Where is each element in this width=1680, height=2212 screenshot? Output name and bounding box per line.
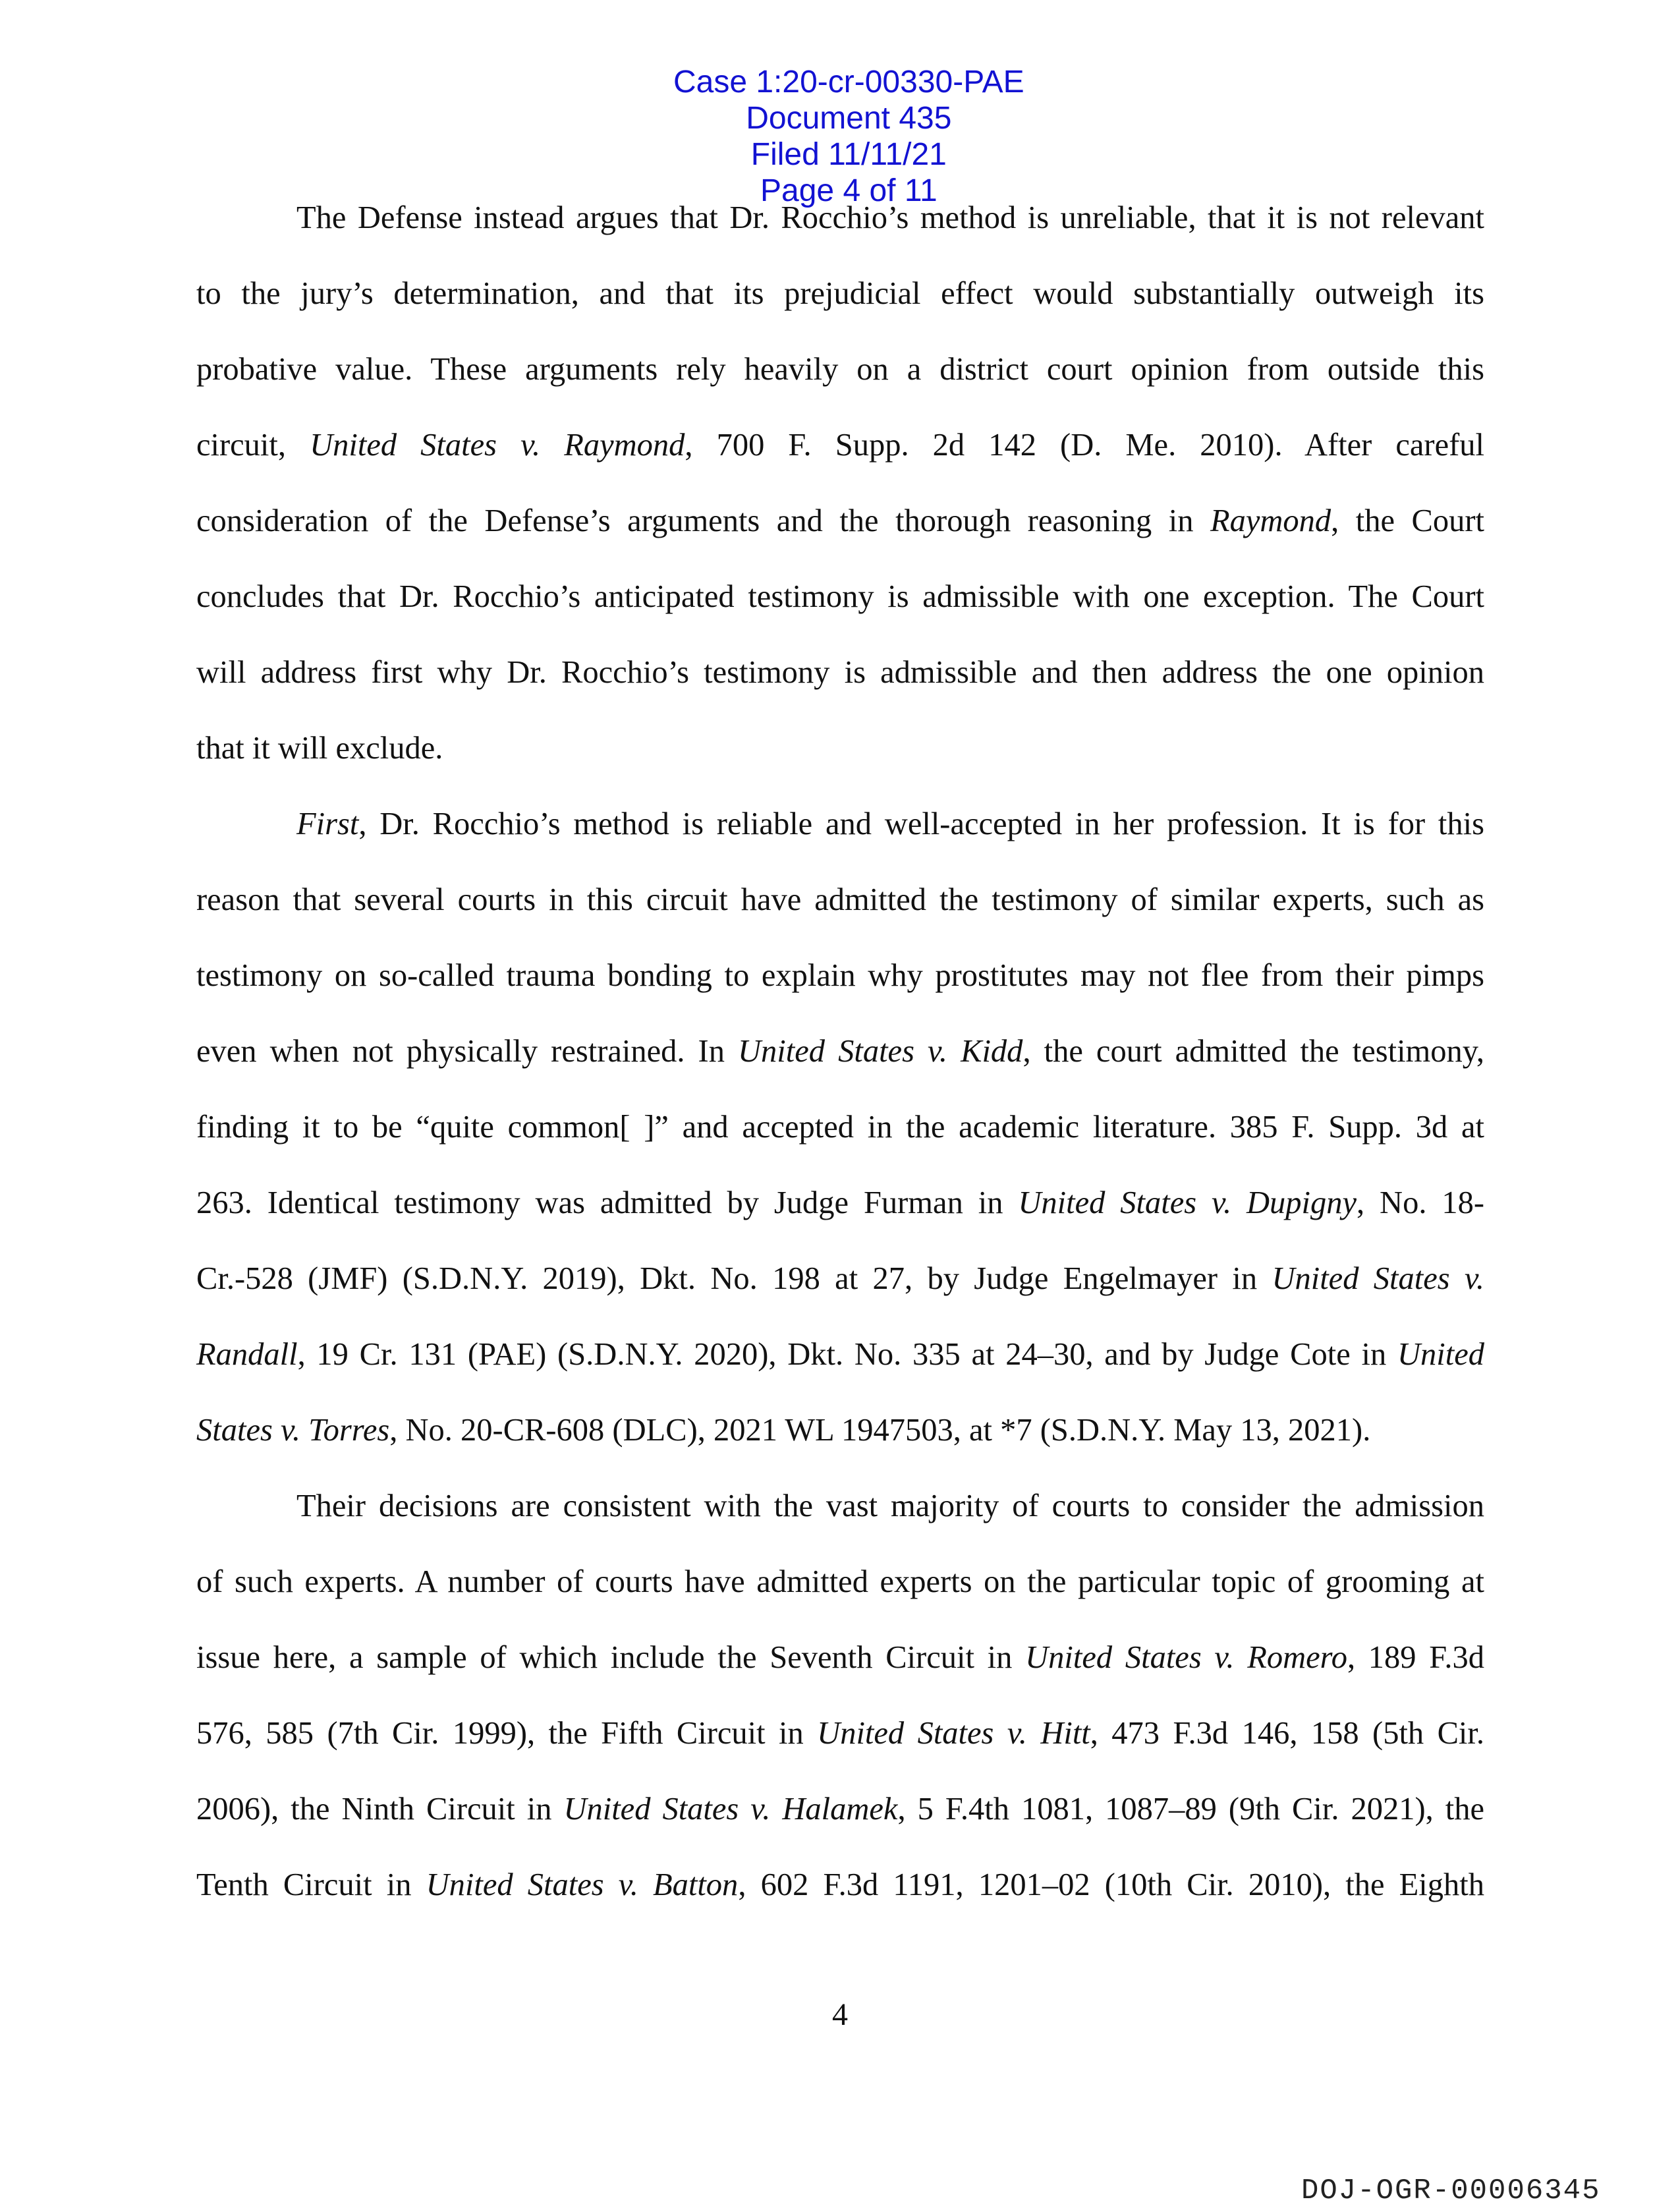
text-line	[196, 1559, 1484, 1635]
text-run: Their decisions are consistent with the vast majority of courts to consider the admission	[296, 1489, 1484, 1523]
text-line	[196, 877, 1484, 953]
text-line	[196, 1407, 1484, 1483]
case-citation: United States v. Batton	[426, 1867, 739, 1902]
text-line	[196, 1635, 1484, 1711]
paragraph	[196, 801, 1484, 1483]
text-line	[196, 1104, 1484, 1180]
case-citation: Randall	[196, 1337, 298, 1372]
text-line	[196, 953, 1484, 1029]
text-run: Tenth Circuit in	[196, 1867, 426, 1902]
text-line	[196, 271, 1484, 347]
text-line	[196, 422, 1484, 498]
text-line	[196, 725, 1484, 801]
text-line	[196, 1786, 1484, 1862]
text-run: that it will exclude.	[196, 731, 443, 766]
case-citation: United States v. Dupigny	[1018, 1185, 1357, 1220]
text-line	[196, 1029, 1484, 1104]
text-run: testimony on so-called trauma bonding to explain why prostitutes may not flee from their pimps	[196, 958, 1484, 993]
text-run: even when not physically restrained. In	[196, 1034, 739, 1069]
text-line	[196, 1256, 1484, 1332]
text-run: , 189 F.3d	[1347, 1640, 1484, 1675]
text-line	[196, 1862, 1484, 1938]
text-run: , 602 F.3d 1191, 1201–02 (10th Cir. 2010), the Eighth	[738, 1867, 1484, 1902]
text-line	[196, 498, 1484, 574]
text-run: , 19 Cr. 131 (PAE) (S.D.N.Y. 2020), Dkt. No. 335 at 24–30, and by Judge Cote in	[297, 1337, 1397, 1372]
paragraph	[196, 195, 1484, 801]
document-number: Document 435	[746, 101, 952, 136]
text-line	[196, 195, 1484, 271]
bates-number: DOJ-OGR-00006345	[1301, 2174, 1601, 2207]
text-run: reason that several courts in this circuit have admitted the testimony of similar experts, such as	[196, 882, 1484, 917]
text-line	[196, 574, 1484, 650]
text-line	[196, 1332, 1484, 1407]
text-run: 576, 585 (7th Cir. 1999), the Fifth Circuit in	[196, 1716, 818, 1751]
text-run: consideration of the Defense’s arguments and the thorough reasoning in	[196, 503, 1210, 538]
text-run: will address first why Dr. Rocchio’s testimony is admissible and then address the one opinion	[196, 655, 1484, 690]
case-citation: United States v. Kidd	[738, 1034, 1023, 1069]
text-run: , No. 20-CR-608 (DLC), 2021 WL 1947503, at *7 (S.D.N.Y. May 13, 2021).	[389, 1413, 1371, 1448]
case-citation: First	[296, 807, 359, 841]
text-run: , 473 F.3d 146, 158 (5th Cir.	[1090, 1716, 1485, 1751]
text-line	[196, 347, 1484, 422]
text-line	[196, 650, 1484, 725]
case-header	[0, 28, 1680, 209]
text-run: 263. Identical testimony was admitted by Judge Furman in	[196, 1185, 1019, 1220]
filed-date: Filed 11/11/21	[750, 137, 947, 172]
case-citation: United States v. Romero	[1025, 1640, 1347, 1675]
text-run: , the Court	[1331, 503, 1484, 538]
text-run: , the court admitted the testimony,	[1022, 1034, 1484, 1069]
text-line	[196, 1180, 1484, 1256]
case-citation: United States v. Raymond	[310, 428, 685, 463]
text-run: of such experts. A number of courts have admitted experts on the particular topic of grooming at	[196, 1564, 1484, 1599]
case-citation: United	[1397, 1337, 1484, 1372]
case-citation: States v. Torres	[196, 1413, 390, 1448]
text-run: finding it to be “quite common[ ]” and accepted in the academic literature. 385 F. Supp. 3d at	[196, 1110, 1484, 1145]
text-run: , Dr. Rocchio’s method is reliable and well-accepted in her profession. It is for this	[358, 807, 1484, 841]
text-run: , No. 18-	[1357, 1185, 1484, 1220]
case-citation: United States v. Hitt	[817, 1716, 1090, 1751]
text-run: to the jury’s determination, and that its prejudicial effect would substantially outweigh its	[196, 276, 1484, 311]
text-line	[196, 1483, 1484, 1559]
text-run: , 5 F.4th 1081, 1087–89 (9th Cir. 2021), the	[897, 1792, 1484, 1827]
text-run: The Defense instead argues that Dr. Rocchio’s method is unreliable, that it is not relevant	[296, 200, 1484, 235]
text-run: circuit,	[196, 428, 310, 463]
opinion-body	[196, 195, 1484, 1938]
case-citation: United States v. Halamek	[563, 1792, 898, 1827]
text-run: issue here, a sample of which include the Seventh Circuit in	[196, 1640, 1026, 1675]
text-line	[196, 801, 1484, 877]
text-run: concludes that Dr. Rocchio’s anticipated testimony is admissible with one exception. The Court	[196, 579, 1484, 614]
page-number: 4	[832, 1997, 848, 2032]
paragraph	[196, 1483, 1484, 1938]
text-run: Cr.-528 (JMF) (S.D.N.Y. 2019), Dkt. No. 198 at 27, by Judge Engelmayer in	[196, 1261, 1272, 1296]
case-number: Case 1:20-cr-00330-PAE	[673, 65, 1024, 99]
text-run: probative value. These arguments rely heavily on a district court opinion from outside this	[196, 352, 1484, 387]
page-indicator: Page 4 of 11	[760, 173, 938, 208]
case-citation: Raymond	[1210, 503, 1331, 538]
text-run: 2006), the Ninth Circuit in	[196, 1792, 564, 1827]
case-citation: United States v.	[1272, 1261, 1484, 1296]
text-run: , 700 F. Supp. 2d 142 (D. Me. 2010). After careful	[685, 428, 1484, 463]
text-line	[196, 1711, 1484, 1786]
